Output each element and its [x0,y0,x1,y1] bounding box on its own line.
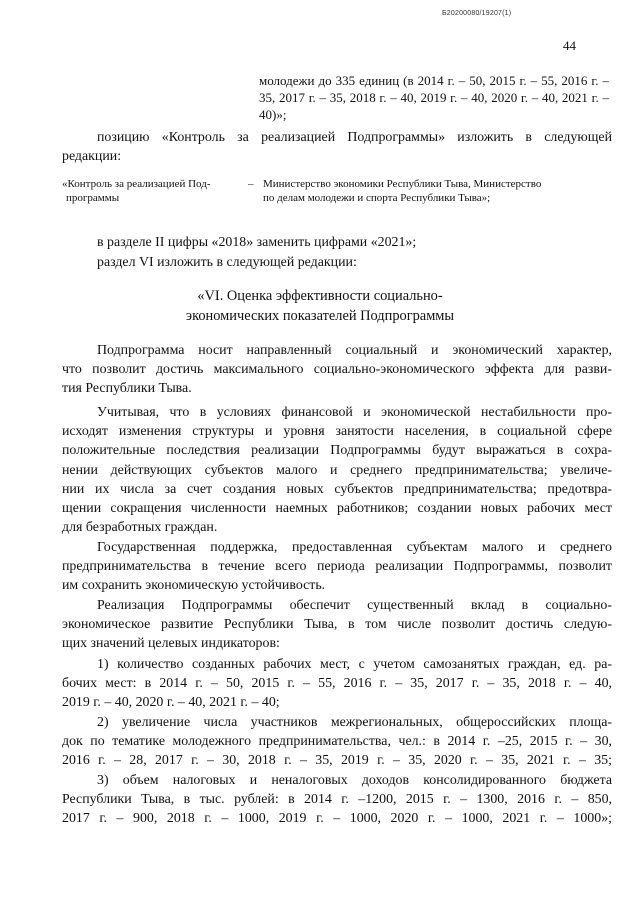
text-line: 2019 г. – 40, 2020 г. – 40, 2021 г. – 40; [62,695,280,711]
text-line: Государственная поддержка, предоставленная субъектам малого и среднего [97,540,612,555]
instructions [97,233,612,273]
text-line: док по тематике молодежного предпринимательства, чел.: в 2014 г. –25, 2015 г. – 30, [62,734,612,750]
intro-block [259,72,609,123]
text-line: щих значений целевых индикаторов: [62,636,280,652]
text-line: исходят изменения структуры и уровня занятости населения, в социальной сфере [62,424,612,440]
indicator-item [62,771,612,829]
text-line: нии их числа за счет создания новых субъектов предпринимательства; предотвра- [62,481,612,497]
position-paragraph [62,128,612,166]
paragraph [62,341,612,399]
text-line: щении сокращения численности наемных работников; создании новых рабочих мест [62,501,612,517]
text-line: молодежи до 335 единиц (в 2014 г. – 50, 2015 г. – 55, 2016 г. – [259,73,609,88]
text-line: редакции: [62,149,122,165]
page-number: 44 [563,38,576,53]
text-line: тия Республики Тыва. [62,381,192,397]
text-line: позицию «Контроль за реализацией Подпрограммы» изложить в следующей [97,130,612,145]
indicator-item [62,713,612,771]
text-line: экономическое развитие Республики Тыва, в том числе позволит достичь следую- [62,617,612,633]
table-row [62,178,622,208]
text-line: что позволит достичь максимального социально-экономического эффекта для разви- [62,362,612,378]
table-cell-right [263,178,608,205]
text-line: программы [66,191,120,204]
title-line: «VI. Оценка эффективности социально- [197,288,443,304]
text-line: положительные последствия реализации Подпрограммы будут выражаться в сохра- [62,443,612,459]
text-line: 1) количество созданных рабочих мест, с учетом самозанятых граждан, ед. ра- [97,657,612,672]
text-line: им сохранить экономическую устойчивость. [62,578,326,594]
text-line: 2016 г. – 28, 2017 г. – 30, 2018 г. – 35, 2019 г. – 35, 2020 г. – 35, 2021 г. – 35; [62,753,612,769]
text-line: бочих мест: в 2014 г. – 50, 2015 г. – 55, 2016 г. – 35, 2017 г. – 35, 2018 г. – 40, [62,676,612,692]
text-line: Подпрограмма носит направленный социальный и экономический характер, [97,343,612,358]
text-line: 35, 2017 г. – 35, 2018 г. – 40, 2019 г. – 40, 2020 г. – 40, 2021 г. – [259,90,609,105]
text-line: Учитывая, что в условиях финансовой и экономической нестабильности про- [97,405,612,420]
text-line: Министерство экономики Республики Тыва, Министерство [263,178,542,190]
text-line: в разделе II цифры «2018» заменить цифрами «2021»; [97,235,417,250]
text-line: Республики Тыва, в тыс. рублей: в 2014 г. –1200, 2015 г. – 1300, 2016 г. – 850, [62,792,612,808]
text-line: 2017 г. – 900, 2018 г. – 1000, 2019 г. – 1000, 2020 г. – 1000, 2021 г. – 1000»; [62,811,612,827]
text-line: нении действующих субъектов малого и среднего предпринимательства; увеличе- [62,462,612,478]
text-line: раздел VI изложить в следующей редакции: [97,255,357,270]
table-cell-left [62,178,242,205]
text-line: для безработных граждан. [62,520,218,536]
text-line: по делам молодежи и спорта Республики Тыва»; [263,191,491,204]
paragraph [62,403,612,537]
document-id: Б20200080/19207(1) [442,10,512,17]
paragraph [62,596,612,654]
text-line: 40)»; [259,107,287,122]
text-line: «Контроль за реализацией Под- [62,178,211,190]
text-line: Реализация Подпрограммы обеспечит существенный вклад в социально- [97,598,612,613]
paragraph [62,538,612,596]
section-title [110,286,530,326]
text-line: 3) объем налоговых и неналоговых доходов консолидированного бюджета [97,773,612,788]
title-line: экономических показателей Подпрограммы [185,308,455,324]
table-dash: – [248,178,254,190]
text-line: 2) увеличение числа участников межрегиональных, общероссийских площа- [97,715,612,730]
text-line: предпринимательства в течение всего периода реализации Подпрограммы, позволит [62,559,612,575]
indicator-item [62,655,612,713]
